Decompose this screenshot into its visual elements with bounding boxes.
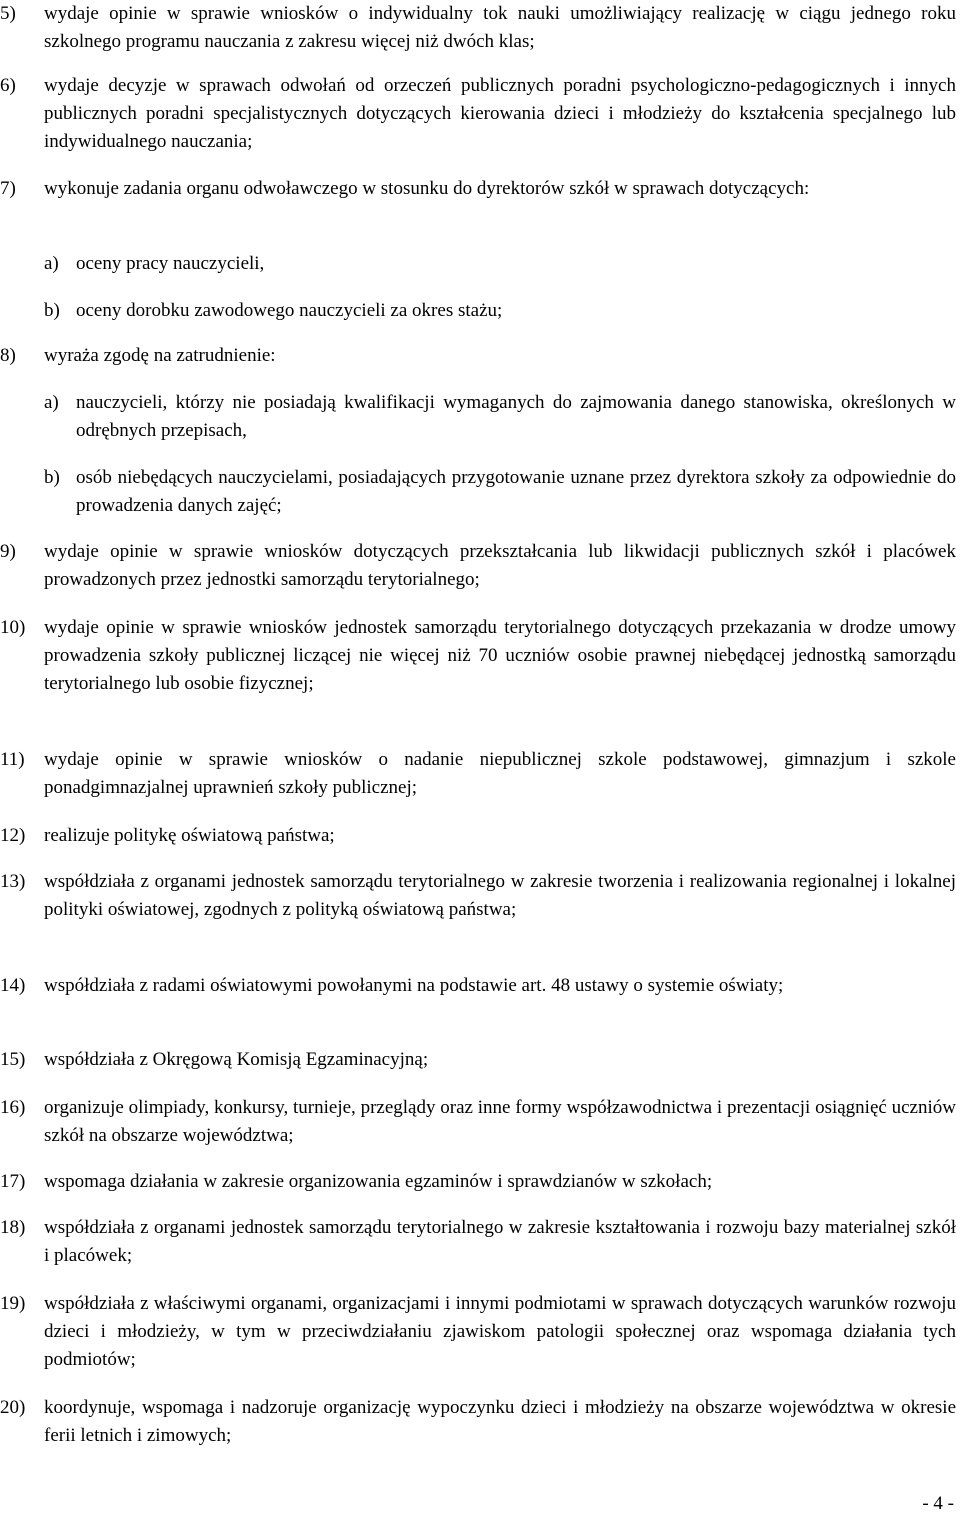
list-item: [0, 1094, 956, 1150]
item-text: wydaje opinie w sprawie wniosków jednostek samorządu terytorialnego dotyczących przekazania w drodze umowy prowadzenia szkoły publicznej liczącej nie więcej niż 70 uczniów osobie prawnej niebędącej jednostką samorządu terytorialnego lub osobie fizycznej;: [44, 617, 956, 694]
sub-item: [0, 464, 956, 520]
sub-item: [0, 297, 956, 325]
item-number: 5): [0, 3, 16, 24]
item-text: współdziała z radami oświatowymi powołanymi na podstawie art. 48 ustawy o systemie oświaty;: [44, 975, 784, 996]
item-number: 10): [0, 617, 26, 638]
item-number: 6): [0, 75, 16, 96]
item-number: 15): [0, 1049, 26, 1070]
list-item: [0, 342, 956, 370]
item-text: organizuje olimpiady, konkursy, turnieje, przeglądy oraz inne formy współzawodnictwa i prezentacji osiągnięć uczniów szkół na obszarze województwa;: [44, 1097, 956, 1146]
item-number: 11): [0, 749, 25, 770]
list-item: [0, 1214, 956, 1270]
sub-item-text: oceny dorobku zawodowego nauczycieli za okres stażu;: [76, 300, 503, 321]
sub-item-label: b): [44, 300, 60, 321]
list-item: [0, 175, 956, 203]
item-number: 12): [0, 825, 26, 846]
item-text: współdziała z właściwymi organami, organizacjami i innymi podmiotami w sprawach dotyczących warunków rozwoju dzieci i młodzieży, w tym w przeciwdziałaniu zjawiskom patologii społecznej oraz wspomaga działania tych podmiotów;: [44, 1293, 956, 1370]
list-item: [0, 614, 956, 698]
item-text: wydaje decyzje w sprawach odwołań od orzeczeń publicznych poradni psychologiczno-pedagogicznych i innych publicznych poradni specjalistycznych dotyczących kierowania dzieci i młodzieży do kształcenia specjalnego lub indywidualnego nauczania;: [44, 75, 956, 152]
sub-item-text: oceny pracy nauczycieli,: [76, 253, 265, 274]
list-item: [0, 746, 956, 802]
list-item: [0, 0, 956, 56]
item-number: 20): [0, 1397, 26, 1418]
list-item: [0, 1290, 956, 1374]
item-text: wydaje opinie w sprawie wniosków o indywidualny tok nauki umożliwiający realizację w ciągu jednego roku szkolnego programu nauczania z zakresu więcej niż dwóch klas;: [44, 3, 956, 52]
item-number: 9): [0, 541, 16, 562]
item-text: koordynuje, wspomaga i nadzoruje organizację wypoczynku dzieci i młodzieży na obszarze województwa w okresie ferii letnich i zimowych;: [44, 1397, 956, 1446]
item-text: współdziała z Okręgową Komisją Egzaminacyjną;: [44, 1049, 429, 1070]
list-item: [0, 822, 956, 850]
list-item: [0, 1168, 956, 1196]
item-text: wydaje opinie w sprawie wniosków dotyczących przekształcania lub likwidacji publicznych szkół i placówek prowadzonych przez jednostki samorządu terytorialnego;: [44, 541, 956, 590]
list-item: [0, 538, 956, 594]
list-item: [0, 972, 956, 1000]
sub-item: [0, 250, 956, 278]
list-item: [0, 868, 956, 924]
item-text: wydaje opinie w sprawie wniosków o nadanie niepublicznej szkole podstawowej, gimnazjum i szkole ponadgimnazjalnej uprawnień szkoły publicznej;: [44, 749, 956, 798]
item-text: realizuje politykę oświatową państwa;: [44, 825, 335, 846]
list-item: [0, 1394, 956, 1450]
item-text: współdziała z organami jednostek samorządu terytorialnego w zakresie kształtowania i rozwoju bazy materialnej szkół i placówek;: [44, 1217, 956, 1266]
item-text: współdziała z organami jednostek samorządu terytorialnego w zakresie tworzenia i realizowania regionalnej i lokalnej polityki oświatowej, zgodnych z polityką oświatową państwa;: [44, 871, 956, 920]
item-number: 8): [0, 345, 16, 366]
list-item: [0, 1046, 956, 1074]
list-item: [0, 72, 956, 156]
sub-item-text: osób niebędących nauczycielami, posiadających przygotowanie uznane przez dyrektora szkoły za odpowiednie do prowadzenia danych zajęć;: [76, 467, 956, 516]
page-number: - 4 -: [922, 1493, 954, 1514]
item-number: 18): [0, 1217, 26, 1238]
sub-item-label: a): [44, 392, 59, 413]
item-number: 13): [0, 871, 26, 892]
sub-item-label: a): [44, 253, 59, 274]
item-number: 17): [0, 1171, 26, 1192]
item-number: 7): [0, 178, 16, 199]
item-number: 14): [0, 975, 26, 996]
item-text: wykonuje zadania organu odwoławczego w stosunku do dyrektorów szkół w sprawach dotyczących:: [44, 178, 810, 199]
item-number: 19): [0, 1293, 26, 1314]
sub-item: [0, 389, 956, 445]
item-number: 16): [0, 1097, 26, 1118]
item-text: wspomaga działania w zakresie organizowania egzaminów i sprawdzianów w szkołach;: [44, 1171, 713, 1192]
sub-item-text: nauczycieli, którzy nie posiadają kwalifikacji wymaganych do zajmowania danego stanowiska, określonych w odrębnych przepisach,: [76, 392, 956, 441]
item-text: wyraża zgodę na zatrudnienie:: [44, 345, 276, 366]
sub-item-label: b): [44, 467, 60, 488]
